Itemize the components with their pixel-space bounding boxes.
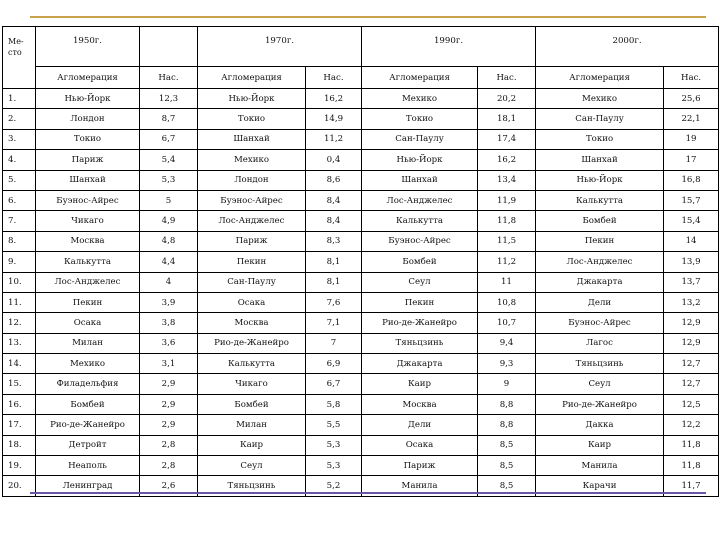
rank-header-line-2: сто: [8, 48, 22, 57]
agglomeration-1990-cell: Москва: [362, 394, 478, 414]
agglomeration-2000-cell: Джакарта: [536, 272, 664, 292]
agglomeration-1990-cell: Калькутта: [362, 211, 478, 231]
year-header-2000: 2000г.: [536, 27, 719, 67]
agglomeration-1990-cell: Бомбей: [362, 252, 478, 272]
table-row: [3, 272, 719, 292]
population-1950-cell: 6,7: [140, 129, 198, 149]
rank-cell: 5.: [3, 170, 36, 190]
population-1990-cell: 13,4: [478, 170, 536, 190]
agglomeration-2000-cell: Лос-Анджелес: [536, 252, 664, 272]
population-1950-cell: 5,4: [140, 150, 198, 170]
population-1990-cell: 11,2: [478, 252, 536, 272]
population-1950-cell: 2,8: [140, 435, 198, 455]
agglomeration-1990-cell: Лос-Анджелес: [362, 190, 478, 210]
population-1950-cell: 2,6: [140, 476, 198, 496]
agglomeration-2000-cell: Каир: [536, 435, 664, 455]
year-header-1970: 1970г.: [198, 27, 362, 67]
population-1990-cell: 16,2: [478, 150, 536, 170]
agglomeration-1950-cell: Пекин: [36, 292, 140, 312]
population-1950-cell: 8,7: [140, 109, 198, 129]
subheader-row: [3, 67, 719, 89]
table-body: [3, 27, 719, 497]
agglomeration-1990-cell: Токио: [362, 109, 478, 129]
agglomeration-1990-cell: Каир: [362, 374, 478, 394]
population-2000-cell: 11,8: [664, 456, 719, 476]
population-1990-cell: 17,4: [478, 129, 536, 149]
population-2000-cell: 19: [664, 129, 719, 149]
population-1950-cell: 2,9: [140, 374, 198, 394]
agglomeration-1970-cell: Мехико: [198, 150, 306, 170]
year-header-spacer: [140, 27, 198, 67]
agglomeration-1990-cell: Дели: [362, 415, 478, 435]
agglomeration-1950-cell: Неаполь: [36, 456, 140, 476]
population-1990-cell: 10,8: [478, 292, 536, 312]
agglomeration-2000-cell: Манила: [536, 456, 664, 476]
agglomeration-1990-cell: Осака: [362, 435, 478, 455]
rank-cell: 12.: [3, 313, 36, 333]
agglomeration-1950-cell: Лондон: [36, 109, 140, 129]
population-2000-cell: 13,7: [664, 272, 719, 292]
agglomeration-1950-cell: Бомбей: [36, 394, 140, 414]
population-1970-cell: 11,2: [306, 129, 362, 149]
agglomeration-1990-cell: Пекин: [362, 292, 478, 312]
rank-cell: 3.: [3, 129, 36, 149]
population-1990-cell: 11,8: [478, 211, 536, 231]
population-1950-cell: 4,9: [140, 211, 198, 231]
population-1990-cell: 20,2: [478, 89, 536, 109]
population-1950-cell: 3,1: [140, 354, 198, 374]
agglomeration-1970-cell: Чикаго: [198, 374, 306, 394]
agglomeration-2000-cell: Тяньцзинь: [536, 354, 664, 374]
rank-cell: 13.: [3, 333, 36, 353]
subheader-population: Нас.: [478, 67, 536, 89]
table-row: [3, 374, 719, 394]
agglomeration-1950-cell: Лос-Анджелес: [36, 272, 140, 292]
agglomeration-1970-cell: Париж: [198, 231, 306, 251]
rank-header-line-1: Ме-: [8, 37, 24, 46]
table-row: [3, 394, 719, 414]
agglomeration-1970-cell: Лос-Анджелес: [198, 211, 306, 231]
agglomeration-1970-cell: Москва: [198, 313, 306, 333]
agglomeration-2000-cell: Дакка: [536, 415, 664, 435]
population-1990-cell: 9: [478, 374, 536, 394]
population-1990-cell: 8,5: [478, 435, 536, 455]
agglomeration-1970-cell: Пекин: [198, 252, 306, 272]
rank-cell: 16.: [3, 394, 36, 414]
agglomeration-1990-cell: Париж: [362, 456, 478, 476]
population-2000-cell: 14: [664, 231, 719, 251]
rank-cell: 6.: [3, 190, 36, 210]
population-2000-cell: 25,6: [664, 89, 719, 109]
agglomeration-1970-cell: Сан-Паулу: [198, 272, 306, 292]
population-1970-cell: 14,9: [306, 109, 362, 129]
subheader-population: Нас.: [664, 67, 719, 89]
agglomeration-1970-cell: Бомбей: [198, 394, 306, 414]
table-row: [3, 231, 719, 251]
agglomeration-1990-cell: Манила: [362, 476, 478, 496]
agglomeration-1950-cell: Рио-де-Жанейро: [36, 415, 140, 435]
population-1970-cell: 7,1: [306, 313, 362, 333]
table-row: [3, 252, 719, 272]
agglomeration-1950-cell: Париж: [36, 150, 140, 170]
agglomeration-1950-cell: Осака: [36, 313, 140, 333]
rank-cell: 10.: [3, 272, 36, 292]
population-1950-cell: 3,9: [140, 292, 198, 312]
population-1990-cell: 8,8: [478, 394, 536, 414]
population-1950-cell: 3,8: [140, 313, 198, 333]
agglomeration-2000-cell: Мехико: [536, 89, 664, 109]
agglomeration-1950-cell: Ленинград: [36, 476, 140, 496]
table-row: [3, 415, 719, 435]
rank-cell: 14.: [3, 354, 36, 374]
table-row: [3, 292, 719, 312]
population-2000-cell: 22,1: [664, 109, 719, 129]
population-1990-cell: 8,5: [478, 476, 536, 496]
rank-cell: 11.: [3, 292, 36, 312]
population-2000-cell: 11,7: [664, 476, 719, 496]
population-1970-cell: 6,7: [306, 374, 362, 394]
agglomeration-1990-cell: Нью-Йорк: [362, 150, 478, 170]
population-1950-cell: 5: [140, 190, 198, 210]
subheader-population: Нас.: [306, 67, 362, 89]
agglomeration-1990-cell: Сан-Паулу: [362, 129, 478, 149]
population-2000-cell: 13,9: [664, 252, 719, 272]
agglomeration-1950-cell: Милан: [36, 333, 140, 353]
population-2000-cell: 11,8: [664, 435, 719, 455]
agglomeration-2000-cell: Токио: [536, 129, 664, 149]
top-decorative-rule: [30, 16, 706, 18]
agglomeration-1990-cell: Мехико: [362, 89, 478, 109]
agglomeration-1950-cell: Калькутта: [36, 252, 140, 272]
agglomeration-1990-cell: Тяньцзинь: [362, 333, 478, 353]
agglomeration-2000-cell: Нью-Йорк: [536, 170, 664, 190]
rank-cell: 2.: [3, 109, 36, 129]
rank-cell: 20.: [3, 476, 36, 496]
population-2000-cell: 17: [664, 150, 719, 170]
population-1950-cell: 2,9: [140, 394, 198, 414]
agglomeration-1990-cell: Рио-де-Жанейро: [362, 313, 478, 333]
population-2000-cell: 15,7: [664, 190, 719, 210]
population-1970-cell: 5,3: [306, 456, 362, 476]
rank-cell: 9.: [3, 252, 36, 272]
population-1950-cell: 3,6: [140, 333, 198, 353]
population-1950-cell: 5,3: [140, 170, 198, 190]
city-agglomeration-table: [2, 26, 719, 497]
population-1970-cell: 0,4: [306, 150, 362, 170]
agglomeration-1950-cell: Буэнос-Айрес: [36, 190, 140, 210]
table-row: [3, 333, 719, 353]
agglomeration-2000-cell: Карачи: [536, 476, 664, 496]
agglomeration-2000-cell: Сеул: [536, 374, 664, 394]
population-2000-cell: 12,2: [664, 415, 719, 435]
agglomeration-1950-cell: Мехико: [36, 354, 140, 374]
agglomeration-1990-cell: Джакарта: [362, 354, 478, 374]
rank-cell: 19.: [3, 456, 36, 476]
agglomeration-1970-cell: Сеул: [198, 456, 306, 476]
agglomeration-1950-cell: Москва: [36, 231, 140, 251]
year-header-1990: 1990г.: [362, 27, 536, 67]
population-1950-cell: 4,4: [140, 252, 198, 272]
population-1970-cell: 7: [306, 333, 362, 353]
subheader-agglomeration: Агломерация: [36, 67, 140, 89]
agglomeration-1950-cell: Нью-Йорк: [36, 89, 140, 109]
population-2000-cell: 12,5: [664, 394, 719, 414]
population-1970-cell: 16,2: [306, 89, 362, 109]
agglomeration-1970-cell: Милан: [198, 415, 306, 435]
subheader-agglomeration: Агломерация: [198, 67, 306, 89]
table-row: [3, 129, 719, 149]
agglomeration-2000-cell: Бомбей: [536, 211, 664, 231]
population-1970-cell: 8,4: [306, 190, 362, 210]
population-1990-cell: 11,9: [478, 190, 536, 210]
agglomeration-2000-cell: Рио-де-Жанейро: [536, 394, 664, 414]
agglomeration-2000-cell: Калькутта: [536, 190, 664, 210]
table-row: [3, 211, 719, 231]
agglomeration-1970-cell: Рио-де-Жанейро: [198, 333, 306, 353]
population-1970-cell: 5,2: [306, 476, 362, 496]
population-1990-cell: 18,1: [478, 109, 536, 129]
population-1990-cell: 11: [478, 272, 536, 292]
population-1950-cell: 12,3: [140, 89, 198, 109]
population-2000-cell: 12,9: [664, 313, 719, 333]
population-1970-cell: 5,5: [306, 415, 362, 435]
population-1950-cell: 2,8: [140, 456, 198, 476]
bottom-decorative-rule: [30, 492, 706, 494]
agglomeration-1970-cell: Каир: [198, 435, 306, 455]
agglomeration-1950-cell: Чикаго: [36, 211, 140, 231]
rank-cell: 8.: [3, 231, 36, 251]
population-1990-cell: 9,4: [478, 333, 536, 353]
agglomeration-1990-cell: Буэнос-Айрес: [362, 231, 478, 251]
agglomeration-1950-cell: Шанхай: [36, 170, 140, 190]
table-row: [3, 170, 719, 190]
subheader-agglomeration: Агломерация: [536, 67, 664, 89]
population-1950-cell: 2,9: [140, 415, 198, 435]
agglomeration-1970-cell: Шанхай: [198, 129, 306, 149]
year-header-row: [3, 27, 719, 67]
table-row: [3, 354, 719, 374]
agglomeration-1970-cell: Нью-Йорк: [198, 89, 306, 109]
table-row: [3, 456, 719, 476]
rank-cell: 17.: [3, 415, 36, 435]
population-1970-cell: 5,8: [306, 394, 362, 414]
agglomeration-1970-cell: Буэнос-Айрес: [198, 190, 306, 210]
rank-cell: 15.: [3, 374, 36, 394]
table-row: [3, 150, 719, 170]
population-1990-cell: 11,5: [478, 231, 536, 251]
agglomeration-1950-cell: Токио: [36, 129, 140, 149]
population-2000-cell: 12,7: [664, 354, 719, 374]
agglomeration-1970-cell: Тяньцзинь: [198, 476, 306, 496]
table-row: [3, 190, 719, 210]
population-1970-cell: 7,6: [306, 292, 362, 312]
population-1950-cell: 4: [140, 272, 198, 292]
population-1970-cell: 6,9: [306, 354, 362, 374]
table-row: [3, 435, 719, 455]
agglomeration-2000-cell: Пекин: [536, 231, 664, 251]
rank-cell: 4.: [3, 150, 36, 170]
table-row: [3, 109, 719, 129]
rank-cell: 18.: [3, 435, 36, 455]
table-row: [3, 313, 719, 333]
population-2000-cell: 12,7: [664, 374, 719, 394]
population-1970-cell: 5,3: [306, 435, 362, 455]
agglomeration-2000-cell: Сан-Паулу: [536, 109, 664, 129]
agglomeration-1970-cell: Калькутта: [198, 354, 306, 374]
agglomeration-1970-cell: Лондон: [198, 170, 306, 190]
population-1950-cell: 4,8: [140, 231, 198, 251]
population-1970-cell: 8,6: [306, 170, 362, 190]
rank-column-header: [3, 27, 36, 89]
population-1990-cell: 9,3: [478, 354, 536, 374]
agglomeration-1970-cell: Токио: [198, 109, 306, 129]
subheader-population: Нас.: [140, 67, 198, 89]
population-1990-cell: 10,7: [478, 313, 536, 333]
population-2000-cell: 13,2: [664, 292, 719, 312]
population-2000-cell: 16,8: [664, 170, 719, 190]
agglomeration-2000-cell: Дели: [536, 292, 664, 312]
population-1970-cell: 8,3: [306, 231, 362, 251]
population-1970-cell: 8,1: [306, 252, 362, 272]
population-2000-cell: 15,4: [664, 211, 719, 231]
population-1970-cell: 8,1: [306, 272, 362, 292]
agglomeration-1990-cell: Шанхай: [362, 170, 478, 190]
year-header-1950: 1950г.: [36, 27, 140, 67]
agglomeration-1950-cell: Детройт: [36, 435, 140, 455]
agglomeration-1990-cell: Сеул: [362, 272, 478, 292]
agglomeration-2000-cell: Лагос: [536, 333, 664, 353]
population-1990-cell: 8,8: [478, 415, 536, 435]
agglomeration-2000-cell: Буэнос-Айрес: [536, 313, 664, 333]
subheader-agglomeration: Агломерация: [362, 67, 478, 89]
rank-cell: 7.: [3, 211, 36, 231]
population-2000-cell: 12,9: [664, 333, 719, 353]
rank-cell: 1.: [3, 89, 36, 109]
agglomeration-1950-cell: Филадельфия: [36, 374, 140, 394]
population-1970-cell: 8,4: [306, 211, 362, 231]
agglomeration-2000-cell: Шанхай: [536, 150, 664, 170]
agglomeration-1970-cell: Осака: [198, 292, 306, 312]
table-row: [3, 89, 719, 109]
population-1990-cell: 8,5: [478, 456, 536, 476]
